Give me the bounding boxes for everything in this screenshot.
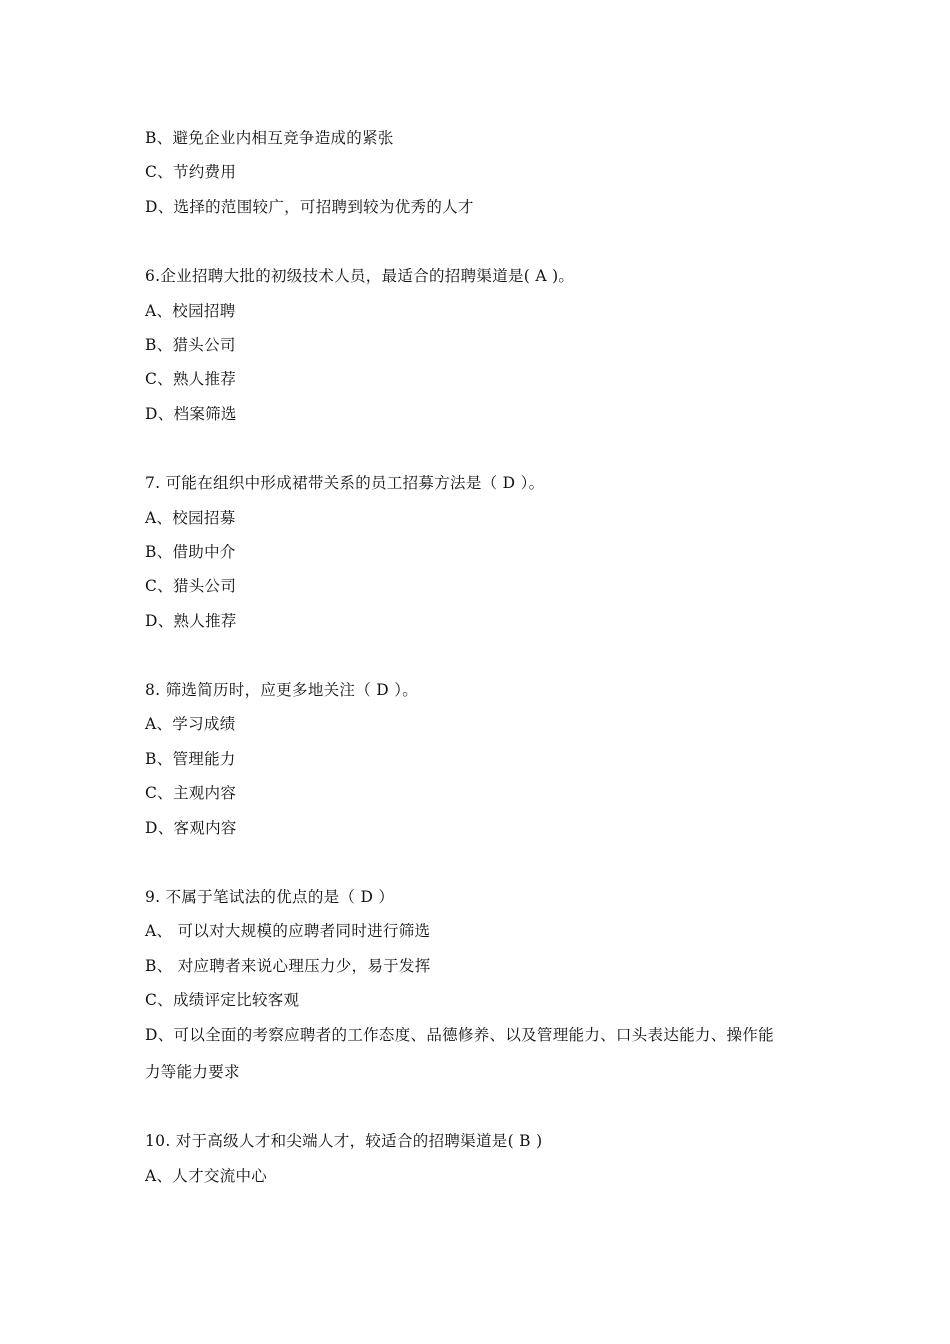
option-9b: B、 对应聘者来说心理压力少，易于发挥 xyxy=(145,957,431,975)
option-8a: A、学习成绩 xyxy=(145,715,236,733)
question-9: 9. 不属于笔试法的优点的是（ D ） xyxy=(145,888,395,906)
option-8d: D、客观内容 xyxy=(145,819,237,837)
option-5c: C、节约费用 xyxy=(145,163,237,181)
option-5b: B、避免企业内相互竞争造成的紧张 xyxy=(145,129,394,147)
option-9c: C、成绩评定比较客观 xyxy=(145,991,300,1009)
question-7: 7. 可能在组织中形成裙带关系的员工招募方法是（ D ）。 xyxy=(145,474,545,492)
question-8: 8. 筛选简历时，应更多地关注（ D ）。 xyxy=(145,681,419,699)
option-8b: B、管理能力 xyxy=(145,750,236,768)
option-6a: A、校园招聘 xyxy=(145,302,236,320)
option-6c: C、熟人推荐 xyxy=(145,370,237,388)
option-10a: A、人才交流中心 xyxy=(145,1167,268,1185)
option-7d: D、熟人推荐 xyxy=(145,612,237,630)
option-6b: B、猎头公司 xyxy=(145,336,236,354)
option-6d: D、档案筛选 xyxy=(145,405,237,423)
option-9d: D、可以全面的考察应聘者的工作态度、品德修养、以及管理能力、口头表达能力、操作能 xyxy=(145,1026,774,1044)
option-5d: D、选择的范围较广，可招聘到较为优秀的人才 xyxy=(145,198,474,216)
question-6: 6.企业招聘大批的初级技术人员，最适合的招聘渠道是( A )。 xyxy=(145,267,575,285)
option-7a: A、校园招募 xyxy=(145,509,236,527)
option-7c: C、猎头公司 xyxy=(145,577,237,595)
question-10: 10. 对于高级人才和尖端人才，较适合的招聘渠道是( B ) xyxy=(145,1132,543,1150)
option-7b: B、借助中介 xyxy=(145,543,236,561)
option-9d-continued: 力等能力要求 xyxy=(145,1063,240,1081)
option-9a: A、 可以对大规模的应聘者同时进行筛选 xyxy=(145,922,431,940)
option-8c: C、主观内容 xyxy=(145,784,237,802)
